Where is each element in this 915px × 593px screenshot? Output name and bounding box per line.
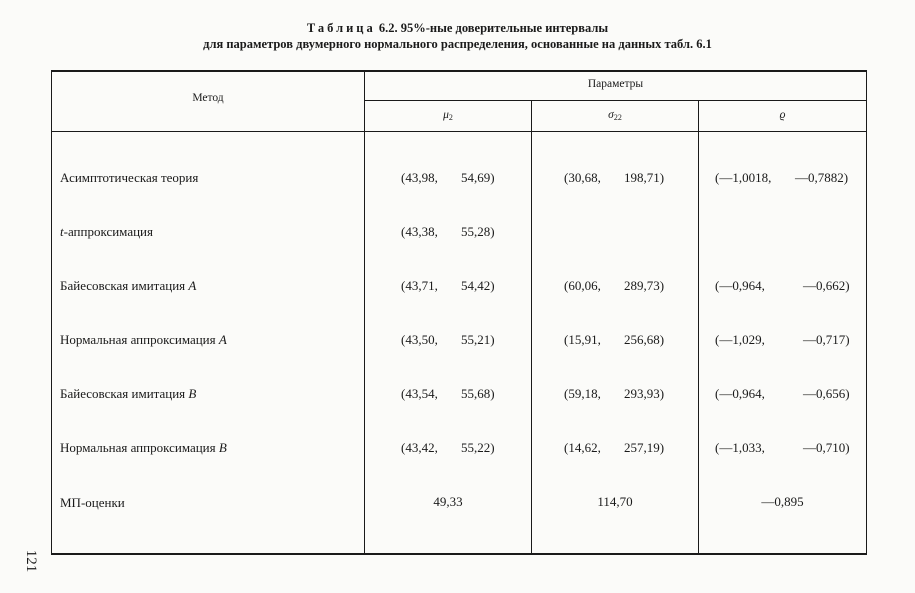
row-method-text: Нормальная аппроксимация — [60, 332, 219, 347]
header-parameters: Параметры — [587, 78, 644, 90]
table-caption-line2: для параметров двумерного нормального распределения, основанные на данных табл. 6.1 — [203, 37, 712, 51]
rho-upper: —0,662) — [803, 278, 850, 293]
row-method-variant: A — [218, 332, 227, 347]
mu-lower: (43,38, — [401, 224, 438, 239]
mu-lower: (43,42, — [401, 440, 438, 455]
row-method: МП-оценки — [60, 495, 125, 510]
row-method — [60, 386, 196, 402]
mu-upper: 55,22) — [461, 440, 495, 455]
mu-upper: 54,42) — [461, 278, 495, 293]
sigma-upper: 198,71) — [624, 170, 665, 185]
row-method — [60, 278, 196, 294]
sigma-symbol: σ — [608, 109, 614, 121]
header-mu — [365, 109, 531, 122]
mu-subscript: 2 — [448, 113, 453, 122]
sigma-upper: 257,19) — [624, 440, 665, 455]
sigma-lower: (14,62, — [564, 440, 601, 455]
row-method-variant: B — [188, 386, 197, 401]
params-underline — [365, 100, 867, 101]
rho-lower: (—0,964, — [715, 386, 765, 401]
mu-upper: 55,28) — [461, 224, 495, 239]
header-rho — [699, 109, 866, 121]
sigma-lower: (59,18, — [564, 386, 601, 401]
left-border — [51, 70, 52, 555]
sigma-upper: 293,93) — [624, 386, 665, 401]
table-caption-lead: Таблица — [306, 21, 376, 35]
sigma-lower: (60,06, — [564, 278, 601, 293]
mu-upper: 55,21) — [461, 332, 495, 347]
mu-symbol: μ — [443, 109, 449, 121]
table-caption-line1 — [0, 21, 915, 36]
mu-lower: (43,50, — [401, 332, 438, 347]
method-divider — [364, 70, 365, 555]
mu-upper: 54,69) — [461, 170, 495, 185]
rho-lower: (—1,033, — [715, 440, 765, 455]
rho-upper: —0,656) — [803, 386, 850, 401]
table-top-rule — [51, 70, 867, 72]
mu-lower: (43,71, — [401, 278, 438, 293]
row-method-variant: A — [188, 278, 197, 293]
header-bottom-rule — [51, 131, 867, 132]
sigma-lower: (15,91, — [564, 332, 601, 347]
rho-lower: (—1,029, — [715, 332, 765, 347]
row-method — [60, 440, 227, 456]
sigma-upper: 256,68) — [624, 332, 665, 347]
row-method-text: -аппроксимация — [63, 224, 153, 239]
mu-estimate: 49,33 — [433, 494, 463, 509]
right-border — [866, 70, 867, 555]
mu-lower: (43,54, — [401, 386, 438, 401]
sigma-lower: (30,68, — [564, 170, 601, 185]
table-caption-rest: 6.2. 95%-ные доверительные интервалы — [378, 21, 609, 35]
table-bottom-rule — [51, 553, 867, 555]
row-method-text: Нормальная аппроксимация — [60, 440, 219, 455]
mu-divider — [531, 100, 532, 555]
sigma-divider — [698, 100, 699, 555]
row-method — [60, 224, 153, 240]
rho-upper: —0,717) — [803, 332, 850, 347]
rho-estimate: —0,895 — [761, 494, 804, 509]
row-method — [60, 332, 227, 348]
sigma-estimate: 114,70 — [597, 494, 633, 509]
page-number: 121 — [23, 549, 39, 573]
row-method-variant: B — [218, 440, 227, 455]
header-sigma — [532, 109, 698, 122]
sigma-subscript: 22 — [613, 113, 622, 122]
row-method-italic: t — [60, 224, 64, 239]
mu-upper: 55,68) — [461, 386, 495, 401]
row-method-text: Байесовская имитация — [60, 386, 189, 401]
row-method-text: Байесовская имитация — [60, 278, 189, 293]
header-method: Метод — [192, 92, 224, 104]
sigma-upper: 289,73) — [624, 278, 665, 293]
rho-upper: —0,7882) — [795, 170, 849, 185]
rho-symbol: ϱ — [779, 109, 786, 121]
rho-lower: (—1,0018, — [715, 170, 772, 185]
rho-lower: (—0,964, — [715, 278, 765, 293]
mu-lower: (43,98, — [401, 170, 438, 185]
row-method: Асимптотическая теория — [60, 170, 199, 185]
rho-upper: —0,710) — [803, 440, 850, 455]
